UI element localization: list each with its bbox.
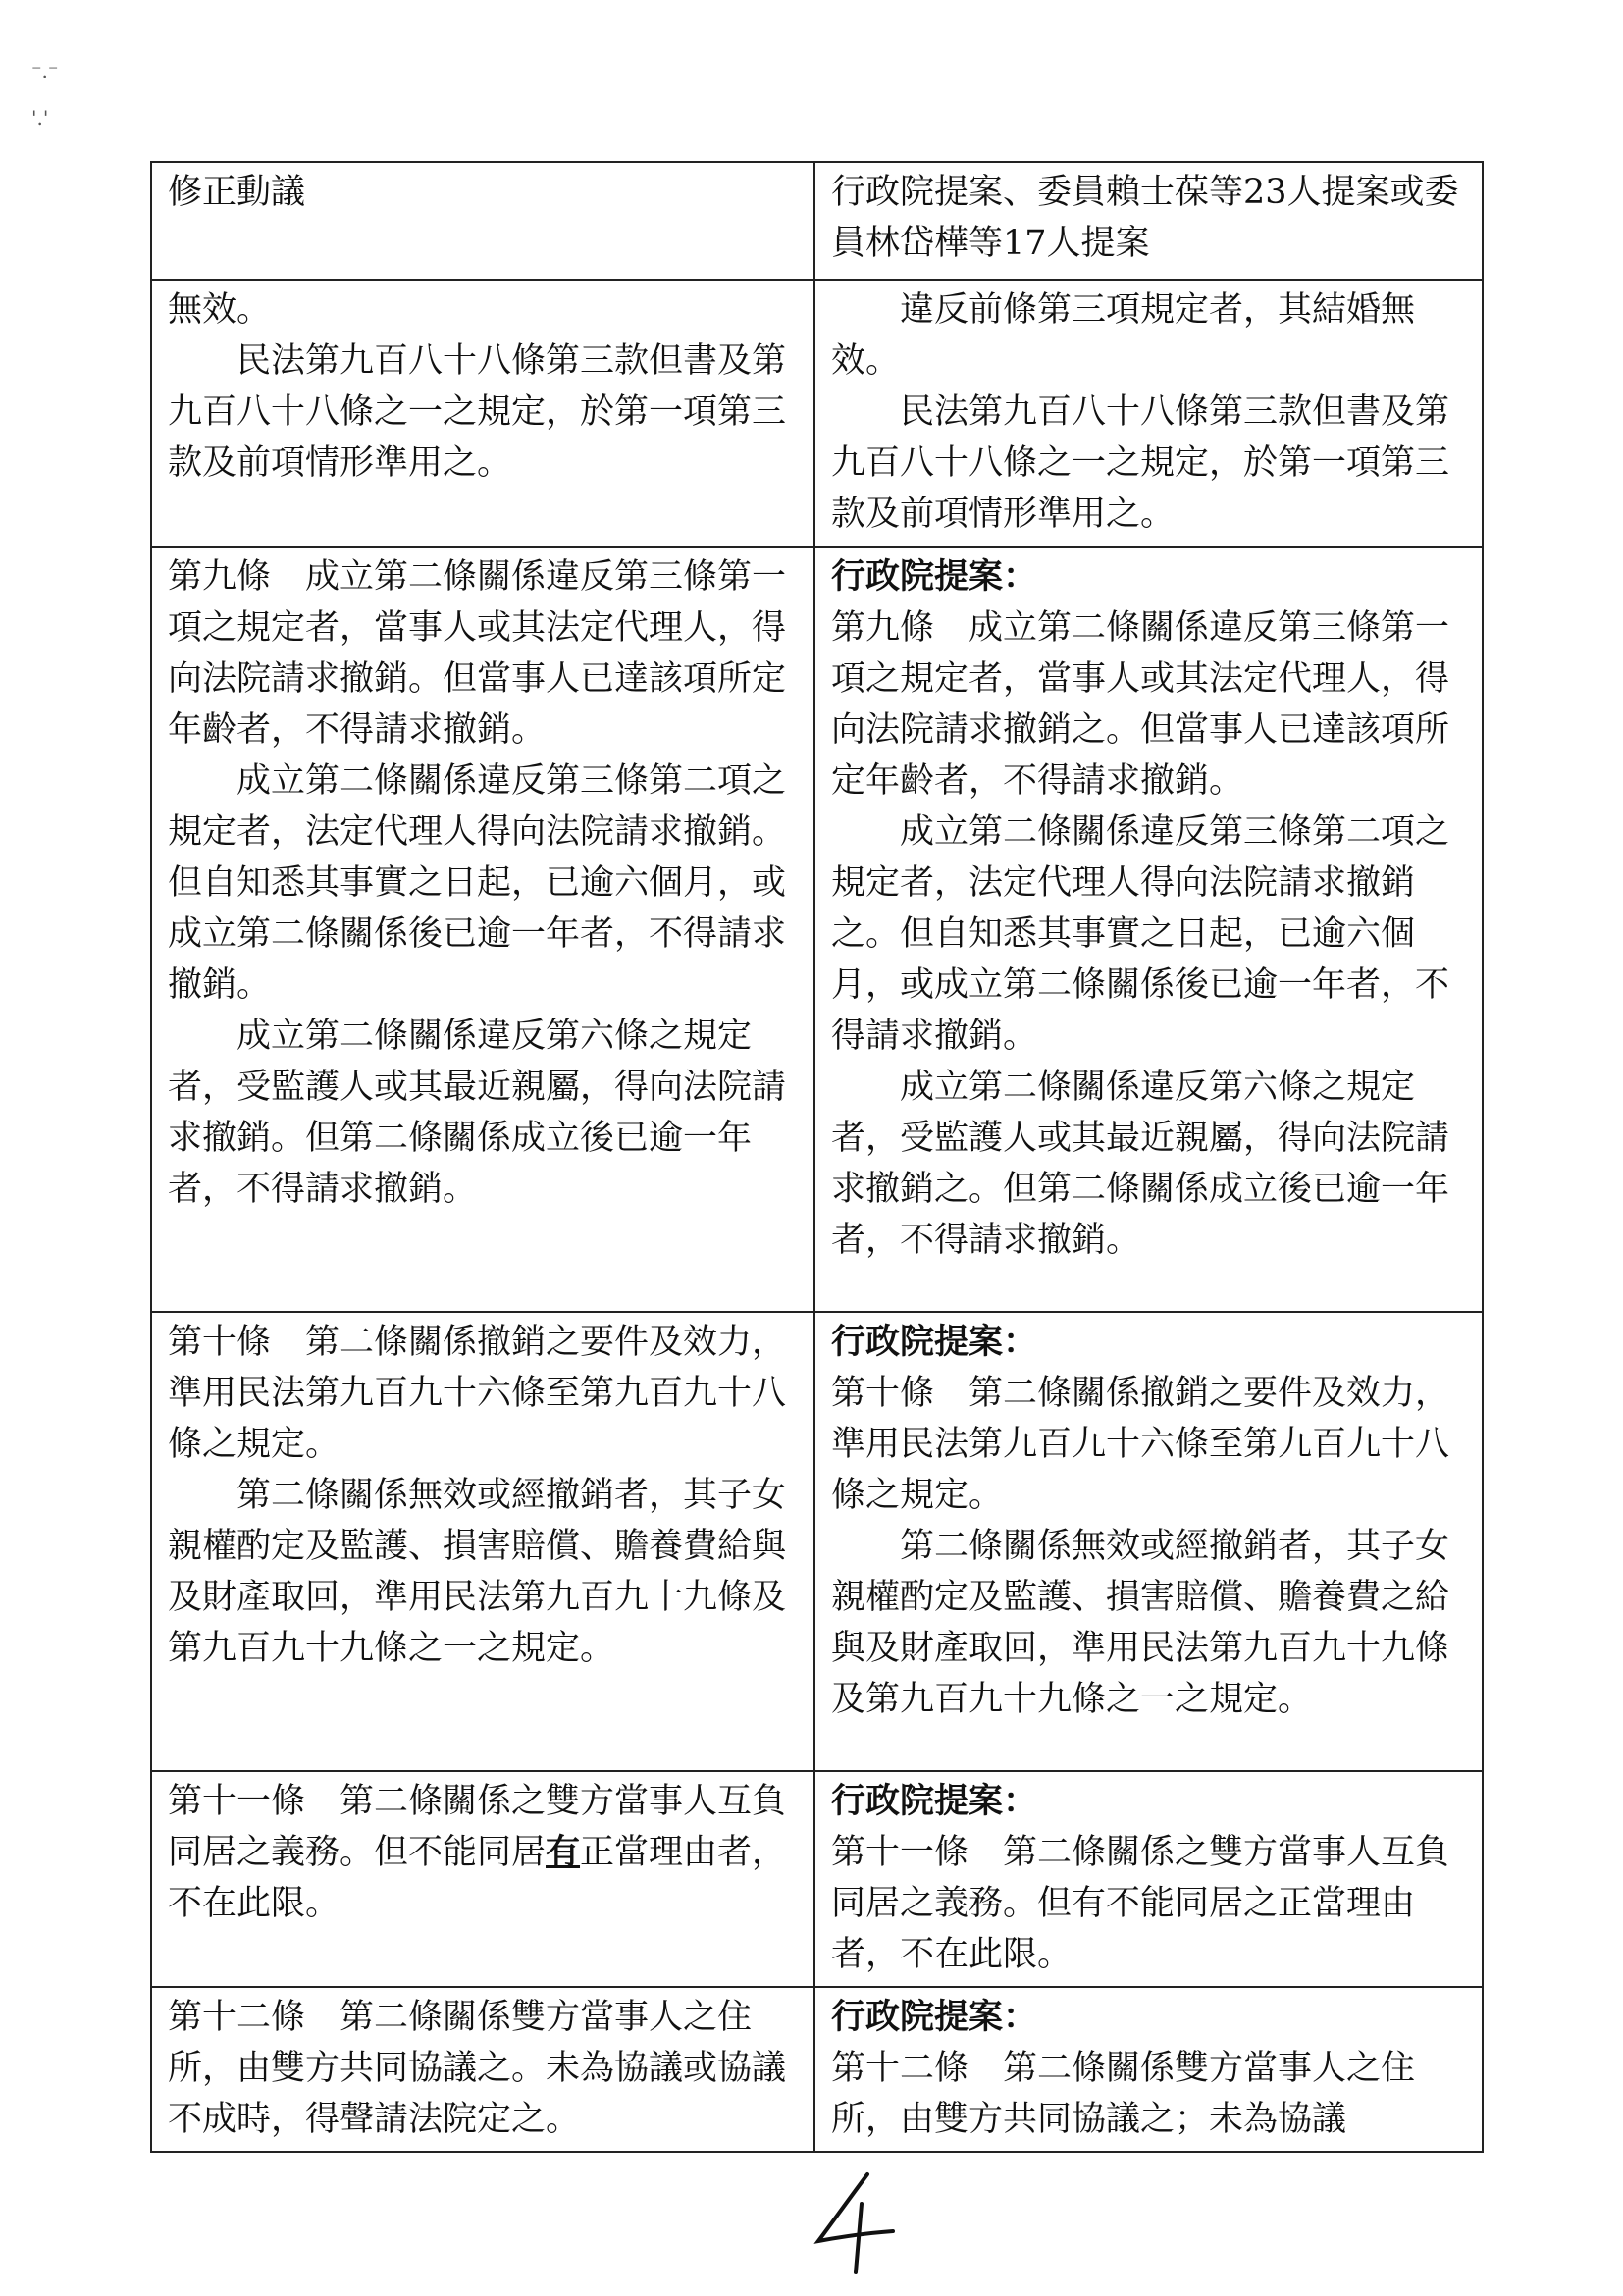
paragraph: 民法第九百八十八條第三款但書及第九百八十八條之一之規定，於第一項第三款及前項情形準用之。 xyxy=(831,392,1450,534)
scan-speck: '.' xyxy=(31,106,49,130)
proposal-cell xyxy=(814,1771,1483,1987)
paragraph: 第十一條 第二條關係之雙方當事人互負同居之義務。但有不能同居之正當理由者，不在此限。 xyxy=(831,1833,1450,1974)
motion-cell xyxy=(151,1312,814,1771)
header-cell-proposals xyxy=(814,162,1483,280)
paragraph: 第十二條 第二條關係雙方當事人之住所，由雙方共同協議之。未為協議或協議不成時，得聲請法院定之。 xyxy=(168,1998,787,2139)
paragraph: 民法第九百八十八條第三款但書及第九百八十八條之一之規定，於第一項第三款及前項情形準用之。 xyxy=(168,341,787,483)
table-row xyxy=(151,547,1483,1312)
table-row xyxy=(151,1312,1483,1771)
scan-speck: ⁻.⁻ xyxy=(31,59,59,82)
motion-cell xyxy=(151,547,814,1312)
paragraph: 違反前條第三項規定者，其結婚無效。 xyxy=(831,290,1416,381)
proposal-cell xyxy=(814,547,1483,1312)
paragraph: 第十條 第二條關係撤銷之要件及效力，準用民法第九百九十六條至第九百九十八條之規定。 xyxy=(831,1374,1450,1515)
proposal-label: 行政院提案： xyxy=(831,556,1038,597)
proposal-cell xyxy=(814,1987,1483,2152)
paragraph: 成立第二條關係違反第三條第二項之規定者，法定代理人得向法院請求撤銷。但自知悉其事實之日起，已逾六個月，或成立第二條關係後已逾一年者，不得請求撤銷。 xyxy=(168,761,787,1005)
paragraph: 無效。 xyxy=(168,290,272,330)
proposal-label: 行政院提案： xyxy=(831,1997,1038,2037)
motion-cell xyxy=(151,1987,814,2152)
paragraph: 第十二條 第二條關係雙方當事人之住所，由雙方共同協議之；未為協議 xyxy=(831,2049,1416,2139)
table-header-row xyxy=(151,162,1483,280)
motion-cell xyxy=(151,280,814,547)
header-cell-motion xyxy=(151,162,814,280)
paragraph: 第二條關係無效或經撤銷者，其子女親權酌定及監護、損害賠償、贍養費之給與及財產取回，準用民法第九百九十九條及第九百九十九條之一之規定。 xyxy=(831,1527,1450,1719)
paragraph: 成立第二條關係違反第六條之規定者，受監護人或其最近親屬，得向法院請求撤銷。但第二條關係成立後已逾一年者，不得請求撤銷。 xyxy=(168,1017,787,1209)
paragraph: 成立第二條關係違反第三條第二項之規定者，法定代理人得向法院請求撤銷之。但自知悉其事實之日起，已逾六個月，或成立第二條關係後已逾一年者，不得請求撤銷。 xyxy=(831,812,1450,1056)
proposal-cell xyxy=(814,1312,1483,1771)
table-row xyxy=(151,1771,1483,1987)
proposal-label: 行政院提案： xyxy=(831,1781,1038,1821)
underlined-word: 有 xyxy=(546,1832,581,1872)
proposal-cell xyxy=(814,280,1483,547)
handwritten-page-number xyxy=(811,2168,899,2276)
paragraph: 第二條關係無效或經撤銷者，其子女親權酌定及監護、損害賠償、贍養費給與及財產取回，準用民法第九百九十九條及第九百九十九條之一之規定。 xyxy=(168,1476,787,1668)
comparison-table xyxy=(150,161,1484,2153)
text-segment: 第十一條 第二條關係之雙方當事人互負同居之義務。但不能同居 xyxy=(168,1782,787,1872)
motion-cell xyxy=(151,1771,814,1987)
proposal-label: 行政院提案： xyxy=(831,1322,1038,1362)
paragraph: 第十條 第二條關係撤銷之要件及效力，準用民法第九百九十六條至第九百九十八條之規定。 xyxy=(168,1323,787,1464)
text-segment: 正當理由者，不在此限。 xyxy=(168,1833,787,1923)
table-row xyxy=(151,280,1483,547)
paragraph: 成立第二條關係違反第六條之規定者，受監護人或其最近親屬，得向法院請求撤銷之。但第二條關係成立後已逾一年者，不得請求撤銷。 xyxy=(831,1068,1450,1260)
header-right: 行政院提案、委員賴士葆等23人提案或委員林岱樺等17人提案 xyxy=(831,173,1459,263)
table-row xyxy=(151,1987,1483,2152)
paragraph: 第九條 成立第二條關係違反第三條第一項之規定者，當事人或其法定代理人，得向法院請求撤銷之。但當事人已達該項所定年齡者，不得請求撤銷。 xyxy=(831,608,1450,801)
header-left: 修正動議 xyxy=(168,173,306,212)
paragraph xyxy=(168,1776,802,1929)
paragraph: 第九條 成立第二條關係違反第三條第一項之規定者，當事人或其法定代理人，得向法院請求撤銷。但當事人已達該項所定年齡者，不得請求撤銷。 xyxy=(168,557,787,750)
